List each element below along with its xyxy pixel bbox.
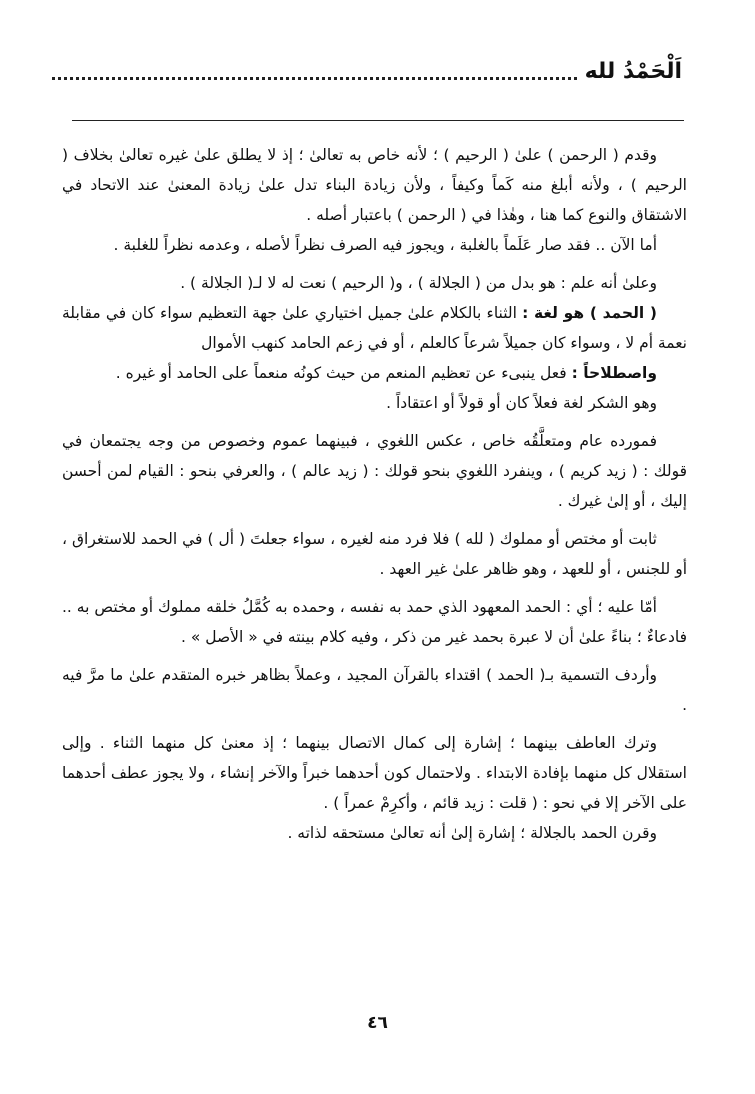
paragraph [62,660,687,720]
paragraph [62,524,687,584]
running-header [52,48,682,88]
paragraph [62,818,687,848]
paragraph-text: فعل ينبىء عن تعظيم المنعم من حيث كونُه منعماً على الحامد أو غيره . [115,364,572,382]
paragraph-text: ثابت أو مختص أو مملوك ( لله ) فلا فرد منه لغيره ، سواء جعلتَ ( أل ) في الحمد للاستغراق ، أو للجنس ، أو للعهد ، وهو ظاهر علىٰ غير العهد . [62,530,687,578]
header-dotted-leader [52,77,577,80]
paragraph-text: وقرن الحمد بالجلالة ؛ إشارة إلىٰ أنه تعالىٰ مستحقه لذاته . [287,824,657,842]
paragraph-text: وأردف التسمية بـ( الحمد ) اقتداء بالقرآن المجيد ، وعملاً بظاهر خبره المتقدم علىٰ ما مرَّ فيه . [62,666,687,714]
paragraph-text: أمّا عليه ؛ أي : الحمد المعهود الذي حمد به نفسه ، وحمده به كُمَّلُ خلقه مملوك أو مختص به .. فادعاءٌ ؛ بناءً علىٰ أن لا عبرة بحمد غير من ذكر ، وفيه كلام بينته في « الأصل » . [62,598,687,646]
paragraph-text: وعلىٰ أنه علم : هو بدل من ( الجلالة ) ، و( الرحيم ) نعت له لا لـ( الجلالة ) . [180,274,657,292]
paragraph-text: الثناء بالكلام علىٰ جميل اختياري علىٰ جهة التعظيم سواء كان في مقابلة نعمة أم لا ، وسواء كان جميلاً شرعاً كالعلم ، أو في زعم الحامد كنهب الأموال [62,304,687,352]
paragraph-text: وقدم ( الرحمن ) علىٰ ( الرحيم ) ؛ لأنه خاص به تعالىٰ ؛ إذ لا يطلق علىٰ غيره تعالىٰ بخلاف ( الرحيم ) ، ولأنه أبلغ منه كَماً وكيفاً ، ولأن زيادة البناء تدل علىٰ زيادة المعنىٰ عند الاتحاد في الاشتقاق والنوع كما هنا ، وهٰذا في ( الرحمن ) باعتبار أصله . [62,146,687,224]
paragraph-text: أما الآن .. فقد صار عَلَماً بالغلبة ، ويجوز فيه الصرف نظراً لأصله ، وعدمه نظراً للغلبة . [113,236,657,254]
paragraph [62,298,687,358]
term-heading: ( الحمد ) هو لغة : [522,304,657,322]
paragraph [62,358,687,388]
main-text [62,140,687,856]
paragraph [62,388,687,418]
page-number: ٤٦ [367,1013,388,1033]
paragraph [62,230,687,260]
term-heading: واصطلاحاً : [571,364,657,382]
paragraph-text: وترك العاطف بينهما ؛ إشارة إلى كمال الاتصال بينهما ؛ إذ معنىٰ كل منهما الثناء . وإلى استقلال كل منهما بإفادة الابتداء . ولاحتمال كون أحدهما خبراً والآخر إنشاء ، ولا يجوز عطف أحدهما على الآخر إلا في نحو : ( قلت : زيد قائم ، وأكرِمْ عمراً ) . [62,734,687,812]
header-rule [72,120,684,121]
header-title: اَلْحَمْدُ لله [584,59,682,84]
paragraph [62,426,687,516]
paragraph-text: فمورده عام ومتعلَّقُه خاص ، عكس اللغوي ، فبينهما عموم وخصوص من وجه يجتمعان في قولك : ( زيد كريم ) ، وينفرد اللغوي بنحو قولك : ( زيد عالم ) ، والعرفي بنحو : القيام لمن أحسن إليك ، أو إلىٰ غيرك . [62,432,687,510]
paragraph [62,140,687,230]
paragraph [62,728,687,818]
paragraph [62,592,687,652]
paragraph [62,268,687,298]
paragraph-text: وهو الشكر لغة فعلاً كان أو قولاً أو اعتقاداً . [386,394,657,412]
